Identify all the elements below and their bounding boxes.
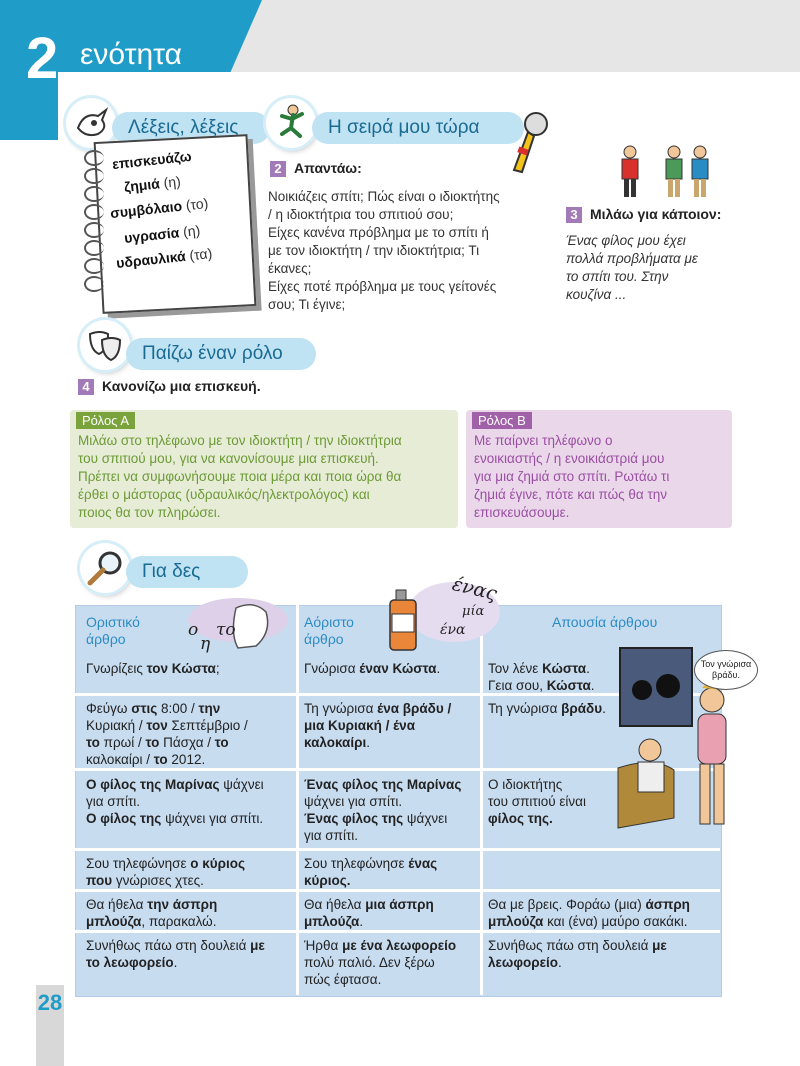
- article-i: η: [200, 634, 211, 654]
- vocab-title: Λέξεις, λέξεις: [112, 112, 270, 144]
- magnifier-icon: [80, 543, 130, 593]
- spiral-ring: [84, 186, 104, 202]
- task-3-text: Ένας φίλος μου έχει πολλά προβλήματα με το σπίτι του. Στην κουζίνα ...: [566, 233, 698, 302]
- r5-definite: Θα ήθελα την άσπρη μπλούζα, παρακαλώ.: [86, 897, 218, 929]
- article-o: ο: [188, 620, 199, 640]
- role-a-text: Μιλάω στο τηλέφωνο με τον ιδιοκτήτη / την ιδιοκτήτρια του σπιτιού μου, για να κανονίσουμε μια επισκευή. Πρέπει να συμφωνήσουμε ποια μέρα και ποια ώρα θα έρθει ο μάστορας (υδραυλικός/ηλεκτρολόγος) και ποιος θα τον πληρώσει.: [78, 433, 402, 520]
- header-definite: Οριστικό άρθρο: [86, 614, 140, 647]
- grammar-title: Για δες: [126, 556, 248, 588]
- column-divider: [480, 605, 483, 995]
- spiral-ring: [84, 222, 104, 238]
- page-number: 28: [37, 990, 63, 1015]
- row-divider: [75, 889, 720, 892]
- spiral-ring: [84, 150, 104, 166]
- role-b-card: [466, 410, 732, 528]
- people-talking-illustration: [612, 142, 722, 200]
- speech-bubble: Τον γνώρισα βράδυ.: [694, 650, 758, 690]
- vocab-item: υδραυλικά (τα): [115, 245, 213, 271]
- row-divider: [75, 848, 720, 851]
- spiral-ring: [84, 276, 104, 292]
- spray-text-ena: ένα: [440, 622, 466, 638]
- task-2-text: Νοικιάζεις σπίτι; Πώς είναι ο ιδιοκτήτης / η ιδιοκτήτρια του σπιτιού σου; Είχες κανένα πρόβλημα με το σπίτι ή με τον ιδιοκτήτη / την ιδιοκτήτρια; Τι έκανες; Είχες ποτέ πρόβλημα με τους γείτονές σου; Τι έγινε;: [268, 189, 500, 312]
- r4-definite: Σου τηλεφώνησε ο κύριος που γνώρισες χτες.: [86, 856, 246, 888]
- vocab-item: υγρασία (η): [123, 222, 201, 246]
- role-b-text: Με παίρνει τηλέφωνο ο ενοικιαστής / η ενοικιάστριά μου για μια ζημιά στο σπίτι. Ρωτάω τι ζημιά έγινε, πότε και πώς θα την επισκευάσουμε.: [474, 433, 670, 520]
- r5-no-article: Θα με βρεις. Φοράω (μια) άσπρη μπλούζα και (ένα) μαύρο σακάκι.: [488, 897, 690, 929]
- vocab-item: ζημιά (η): [123, 173, 182, 195]
- r1-no-article: Τον λένε Κώστα. Γεια σου, Κώστα.: [488, 661, 595, 693]
- microphone-icon: [508, 110, 548, 180]
- r1-definite: Γνωρίζεις τον Κώστα;: [86, 661, 220, 676]
- header-indefinite: Αόριστο άρθρο: [304, 614, 354, 647]
- r3-no-article: Ο ιδιοκτήτης του σπιτιού είναι φίλος της.: [488, 777, 586, 826]
- r2-indefinite: Τη γνώρισα ένα βράδυ / μια Κυριακή / ένα καλοκαίρι.: [304, 701, 452, 750]
- theatre-masks-icon: [80, 320, 130, 370]
- spray-text-mia: μία: [462, 604, 485, 619]
- unit-label: ενότητα: [80, 38, 182, 71]
- task-4-heading: 4 Κανονίζω μια επισκευή.: [78, 378, 261, 395]
- spiral-ring: [84, 240, 104, 256]
- task-3-heading: 3 Μιλάω για κάποιον:: [566, 206, 721, 223]
- task-2-heading: 2 Απαντάω:: [270, 160, 362, 177]
- r3-indefinite: Ένας φίλος της Μαρίνας ψάχνει για σπίτι. Ένας φίλος της ψάχνει για σπίτι.: [304, 777, 462, 843]
- r6-no-article: Συνήθως πάω στη δουλειά με λεωφορείο.: [488, 938, 667, 970]
- r6-definite: Συνήθως πάω στη δουλειά με το λεωφορείο.: [86, 938, 265, 970]
- my-turn-title: Η σειρά μου τώρα: [312, 112, 524, 144]
- r4-indefinite: Σου τηλεφώνησε ένας κύριος.: [304, 856, 438, 888]
- r2-no-article: Τη γνώρισα βράδυ.: [488, 701, 606, 716]
- spiral-ring: [84, 168, 104, 184]
- role-a-card: [70, 410, 458, 528]
- vocab-item: συμβόλαιο (το): [109, 194, 209, 222]
- role-a-label: Ρόλος Α: [76, 412, 135, 429]
- row-divider: [75, 930, 720, 933]
- r6-indefinite: Ήρθα με ένα λεωφορείο πολύ παλιό. Δεν ξέρω πώς έφτασα.: [304, 938, 457, 987]
- spiral-ring: [84, 258, 104, 274]
- r5-indefinite: Θα ήθελα μια άσπρη μπλούζα.: [304, 897, 434, 929]
- r1-indefinite: Γνώρισα έναν Κώστα.: [304, 661, 441, 676]
- r3-definite: Ο φίλος της Μαρίνας ψάχνει για σπίτι. Ο φίλος της ψάχνει για σπίτι.: [86, 777, 264, 826]
- r2-definite: Φεύγω στις 8:00 / την Κυριακή / τον Σεπτέμβριο / το πρωί / το Πάσχα / το καλοκαίρι / το 2012.: [86, 701, 248, 767]
- column-divider: [296, 605, 299, 995]
- jumping-boy-icon: [266, 98, 316, 148]
- header-no-article: Απουσία άρθρου: [552, 614, 658, 630]
- role-b-label: Ρόλος Β: [472, 412, 532, 429]
- vocab-item: επισκευάζω: [111, 147, 193, 173]
- role-play-title: Παίζω έναν ρόλο: [126, 338, 316, 370]
- spray-text-enas: ένας: [450, 572, 500, 606]
- spiral-ring: [84, 204, 104, 220]
- article-to: το: [216, 620, 236, 640]
- unit-number: 2: [26, 26, 59, 91]
